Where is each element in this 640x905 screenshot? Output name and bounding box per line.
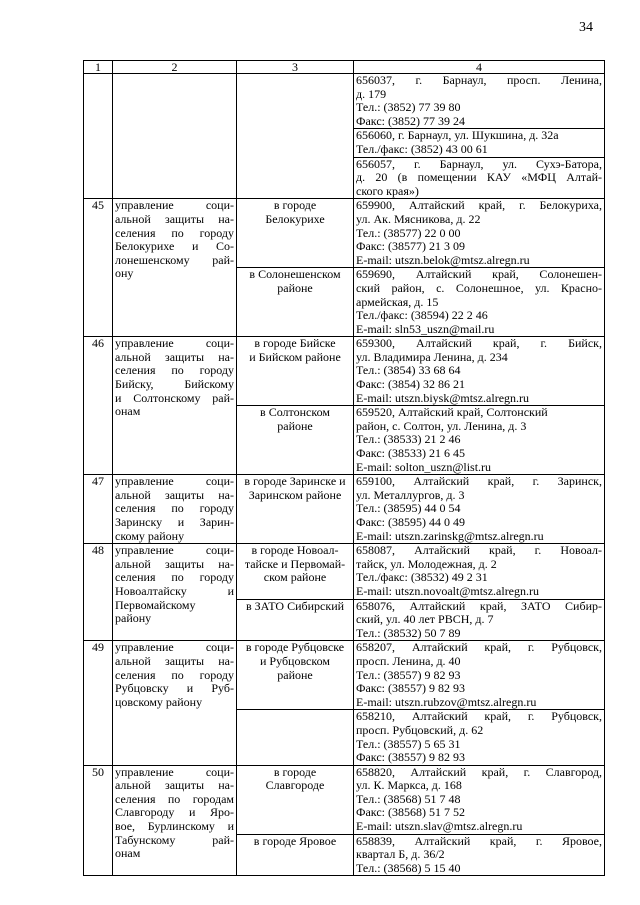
address-line: 656037, г. Барнаул, просп. Ленина, <box>356 74 602 87</box>
address-line: 658210, Алтайский край, г. Рубцовск, <box>356 710 602 724</box>
department-name-line: селения по городу <box>115 668 234 682</box>
department-name-line: управление соци- <box>115 475 234 489</box>
address-cell <box>354 599 605 641</box>
address-cell <box>354 765 605 834</box>
department-name <box>113 199 237 337</box>
department-name-line: селения по городам <box>115 792 234 806</box>
table-row <box>84 475 605 544</box>
address-cell <box>354 337 605 406</box>
address-line: ул. К. Маркса, д. 168 <box>356 779 462 793</box>
department-name-line: и Солтонскому рай- <box>115 391 234 405</box>
address-line: 656057, г. Барнаул, ул. Сухэ-Батора, <box>356 157 602 171</box>
address-line: Тел.: (3854) 33 68 64 <box>356 364 461 378</box>
row-number: 49 <box>84 641 113 765</box>
office-name <box>237 475 354 544</box>
address-line: 658087, Алтайский край, г. Новоал- <box>356 544 602 558</box>
office-name-line: Белокурихе <box>265 212 325 226</box>
address-line: 658076, Алтайский край, ЗАТО Сибир- <box>356 599 602 613</box>
address-line: ский район, с. Солонешное, ул. Красно- <box>356 281 602 295</box>
department-name-line: скому району <box>115 529 185 543</box>
office-name-line: в городе Яровое <box>253 834 337 848</box>
address-line: 658820, Алтайский край, г. Славгород, <box>356 765 602 779</box>
email-line: E-mail: utszn.novoalt@mtsz.alregn.ru <box>356 584 540 598</box>
department-name <box>113 765 237 876</box>
office-name-line: в городе Бийске <box>254 337 336 351</box>
address-line: Тел.: (38577) 22 0 00 <box>356 226 461 240</box>
department-name-line: селения по городу <box>115 502 234 516</box>
office-name-line: тайске и Первомай- <box>244 557 346 571</box>
address-line: армейская, д. 15 <box>356 295 439 309</box>
row-number: 50 <box>84 765 113 876</box>
address-line: Тел.: (38557) 5 65 31 <box>356 737 461 751</box>
office-name <box>237 199 354 268</box>
table-row <box>84 544 605 599</box>
address-cell <box>354 710 605 765</box>
department-name <box>113 544 237 641</box>
address-cell <box>354 641 605 710</box>
address-line: 658839, Алтайский край, г. Яровое, <box>356 834 602 848</box>
address-line: д. 179 <box>356 87 387 101</box>
empty-cell-org <box>113 74 237 199</box>
email-line: E-mail: utszn.biysk@mtsz.alregn.ru <box>356 391 530 405</box>
email-line: E-mail: utszn.belok@mtsz.alregn.ru <box>356 253 530 267</box>
office-name <box>237 641 354 710</box>
address-cell <box>354 475 605 544</box>
address-line: Факс: (3852) 77 39 24 <box>356 114 465 128</box>
header-col-3: 3 <box>237 61 354 74</box>
email-line: E-mail: solton_uszn@list.ru <box>356 460 492 474</box>
department-name-line: селения по городу <box>115 571 234 585</box>
table-row <box>84 641 605 710</box>
department-name-line: онам <box>115 405 141 419</box>
email-line: E-mail: utszn.zarinskg@mtsz.alregn.ru <box>356 529 544 543</box>
address-line: 659520, Алтайский край, Солтонский <box>356 406 548 420</box>
office-name <box>237 268 354 337</box>
address-line: район, с. Солтон, ул. Ленина, д. 3 <box>356 419 527 433</box>
address-line: тайск, ул. Молодежная, д. 2 <box>356 557 497 571</box>
department-name-line: управление соци- <box>115 544 234 558</box>
header-col-1: 1 <box>84 61 113 74</box>
address-line: 659100, Алтайский край, г. Заринск, <box>356 475 602 489</box>
office-name-line: районе <box>277 281 313 295</box>
address-cell <box>354 157 605 199</box>
department-name-line: району <box>115 612 152 626</box>
department-name-line: ону <box>115 267 134 281</box>
address-line: ул. Ак. Мясникова, д. 22 <box>356 212 481 226</box>
office-name-line: в городе Рубцовске <box>245 641 345 655</box>
department-name-line: управление соци- <box>115 199 234 213</box>
department-name-line: Белокурихе и Со- <box>115 240 234 254</box>
department-name-line: лонешенскому рай- <box>115 253 234 267</box>
department-name <box>113 641 237 765</box>
table-header-row <box>84 61 605 74</box>
address-line: Тел.: (3852) 77 39 80 <box>356 101 461 115</box>
address-line: 658207, Алтайский край, г. Рубцовск, <box>356 641 602 655</box>
address-line: ского края») <box>356 184 419 198</box>
department-name-line: альной защиты на- <box>115 557 234 571</box>
empty-cell-office <box>237 74 354 199</box>
department-name <box>113 337 237 475</box>
office-name <box>237 710 354 765</box>
office-name-line: в городе <box>273 765 317 779</box>
office-name-line: и Рубцовском <box>260 654 330 668</box>
empty-cell-num <box>84 74 113 199</box>
department-name-line: альной защиты на- <box>115 350 234 364</box>
social-protection-offices-table <box>83 60 605 876</box>
department-name-line: альной защиты на- <box>115 654 234 668</box>
address-line: просп. Рубцовский, д. 62 <box>356 723 484 737</box>
department-name-line: вое, Бурлинскому и <box>115 820 234 834</box>
office-name <box>237 834 354 876</box>
office-name-line: ском районе <box>263 571 327 585</box>
address-line: Факс: (38577) 21 3 09 <box>356 240 465 254</box>
address-line: 656060, г. Барнаул, ул. Шукшина, д. 32а <box>356 129 559 143</box>
department-name <box>113 475 237 544</box>
department-name-line: Бийску, Бийскому <box>115 378 234 392</box>
row-number: 48 <box>84 544 113 641</box>
address-line: Тел.: (38532) 50 7 89 <box>356 626 461 640</box>
address-cell <box>354 129 605 157</box>
department-name-line: Табунскому рай- <box>115 833 234 847</box>
address-line: Факс: (38595) 44 0 49 <box>356 516 465 529</box>
department-name-line: Новоалтайску и <box>115 584 234 598</box>
address-line: Тел./факс: (38594) 22 2 46 <box>356 309 488 323</box>
address-cell <box>354 199 605 268</box>
address-line: Тел./факс: (38532) 49 2 31 <box>356 571 488 585</box>
address-line: 659900, Алтайский край, г. Белокуриха, <box>356 199 602 213</box>
address-line: Тел.: (38568) 5 15 40 <box>356 861 461 875</box>
office-name-line: в городе <box>273 199 317 213</box>
address-line: Тел.: (38557) 9 82 93 <box>356 668 461 682</box>
address-line: квартал Б, д. 36/2 <box>356 848 445 862</box>
department-name-line: селения по городу <box>115 226 234 240</box>
department-name-line: Рубцовску и Руб- <box>115 682 234 696</box>
department-name-line: Первомайскому <box>115 598 196 612</box>
address-line: Факс: (38533) 21 6 45 <box>356 447 465 461</box>
department-name-line: Заринску и Зарин- <box>115 516 234 529</box>
department-name-line: управление соци- <box>115 641 234 655</box>
address-line: Тел.: (38595) 44 0 54 <box>356 502 461 516</box>
header-col-2: 2 <box>113 61 237 74</box>
address-line: ский, ул. 40 лет РВСН, д. 7 <box>356 613 494 627</box>
table-row <box>84 74 605 129</box>
address-line: просп. Ленина, д. 40 <box>356 654 461 668</box>
office-name-line: в городе Новоал- <box>251 544 339 558</box>
office-name <box>237 337 354 406</box>
address-line: Тел.: (38568) 51 7 48 <box>356 792 461 806</box>
table-body <box>84 74 605 876</box>
address-line: ул. Металлургов, д. 3 <box>356 488 465 502</box>
row-number: 46 <box>84 337 113 475</box>
office-name-line: Славгороде <box>265 779 325 793</box>
table-row <box>84 199 605 268</box>
address-cell <box>354 268 605 337</box>
address-cell <box>354 544 605 599</box>
address-line: Тел.: (38533) 21 2 46 <box>356 433 461 447</box>
office-name <box>237 765 354 834</box>
office-name-line: районе <box>277 419 313 433</box>
office-name <box>237 599 354 641</box>
department-name-line: онам <box>115 847 141 861</box>
office-name-line: в Солонешенском <box>249 268 341 282</box>
department-name-line: альной защиты на- <box>115 779 234 793</box>
email-line: E-mail: sln53_uszn@mail.ru <box>356 322 495 336</box>
office-name-line: Заринском районе <box>248 488 342 502</box>
address-line: Факс: (38557) 9 82 93 <box>356 751 465 765</box>
email-line: E-mail: utszn.slav@mtsz.alregn.ru <box>356 820 523 834</box>
address-line: д. 20 (в помещении КАУ «МФЦ Алтай- <box>356 171 602 185</box>
table-row <box>84 337 605 406</box>
office-name-line: в ЗАТО Сибирский <box>245 599 345 613</box>
department-name-line: цовскому району <box>115 695 203 709</box>
row-number: 45 <box>84 199 113 337</box>
page-number: 34 <box>579 20 593 35</box>
table-row <box>84 765 605 834</box>
address-cell <box>354 834 605 876</box>
department-name-line: управление соци- <box>115 337 234 351</box>
address-line: ул. Владимира Ленина, д. 234 <box>356 350 508 364</box>
office-name-line: в Солтонском <box>260 406 330 420</box>
department-name-line: управление соци- <box>115 765 234 779</box>
office-name-line: районе <box>277 668 313 682</box>
office-name <box>237 406 354 475</box>
address-line: Факс: (38568) 51 7 52 <box>356 806 465 820</box>
address-line: Факс: (38557) 9 82 93 <box>356 682 465 696</box>
address-line: Тел./факс: (3852) 43 00 61 <box>356 142 488 156</box>
address-cell <box>354 74 605 129</box>
row-number: 47 <box>84 475 113 544</box>
office-name-line: и Бийском районе <box>249 350 341 364</box>
department-name-line: Славгороду и Яро- <box>115 806 234 820</box>
office-name-line: в городе Заринске и <box>244 475 346 489</box>
header-col-4: 4 <box>354 61 605 74</box>
department-name-line: селения по городу <box>115 364 234 378</box>
address-line: Факс: (3854) 32 86 21 <box>356 378 465 392</box>
office-name <box>237 544 354 599</box>
address-line: 659300, Алтайский край, г. Бийск, <box>356 337 602 351</box>
email-line: E-mail: utszn.rubzov@mtsz.alregn.ru <box>356 695 537 709</box>
address-cell <box>354 406 605 475</box>
department-name-line: альной защиты на- <box>115 212 234 226</box>
department-name-line: альной защиты на- <box>115 488 234 502</box>
address-line: 659690, Алтайский край, Солонешен- <box>356 268 602 282</box>
